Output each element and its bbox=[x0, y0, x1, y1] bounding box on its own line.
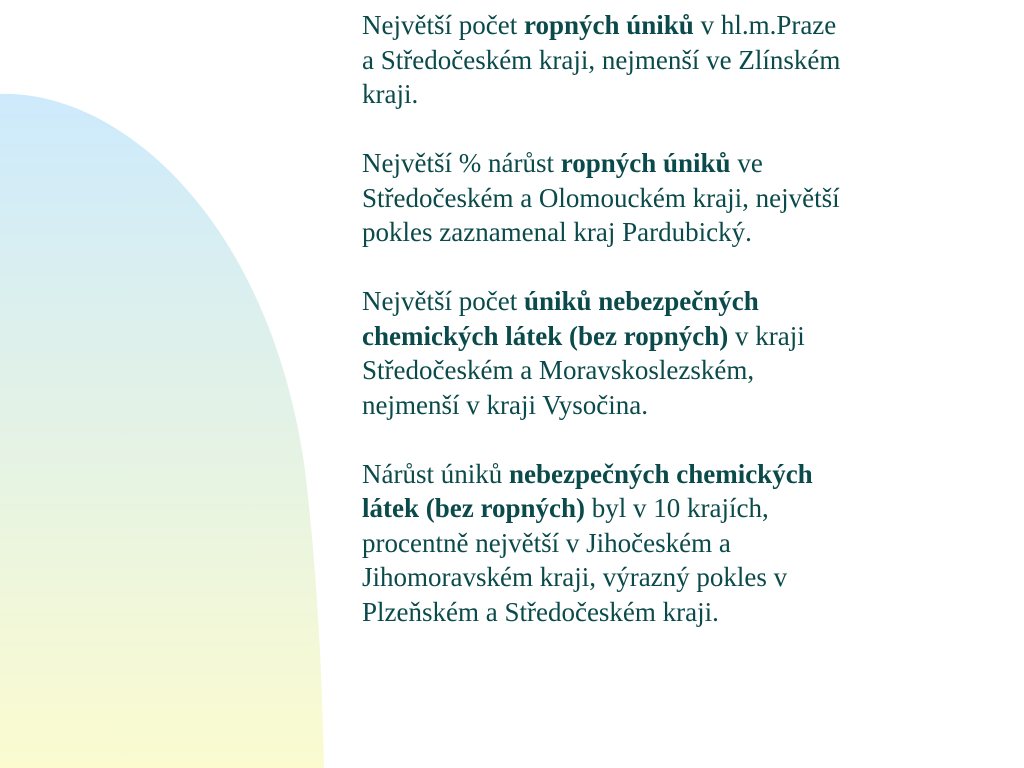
emphasis-text: látek (bez ropných) bbox=[362, 493, 585, 523]
text-run: Největší počet bbox=[362, 10, 524, 40]
text-run: Středočeském a Moravskoslezském, bbox=[362, 355, 755, 385]
text-run: v kraji bbox=[728, 320, 805, 351]
paragraph-oil-leaks-growth bbox=[362, 146, 1002, 250]
text-run: Jihomoravském kraji, výrazný pokles v bbox=[362, 562, 788, 592]
text-run: procentně největší v Jihočeském a bbox=[362, 527, 731, 558]
text-block bbox=[362, 8, 1002, 629]
text-run: a Středočeském kraji, nejmenší ve Zlínském bbox=[362, 44, 841, 75]
paragraph-oil-leaks-count bbox=[362, 8, 1002, 112]
text-run: Největší % nárůst bbox=[362, 148, 561, 178]
text-run: Plzeňském a Středočeském kraji. bbox=[362, 596, 719, 627]
text-run: Nárůst úniků bbox=[362, 458, 509, 489]
arch-shape bbox=[0, 94, 324, 768]
emphasis-text: ropných úniků bbox=[523, 10, 694, 40]
text-run: byl v 10 krajích, bbox=[585, 493, 769, 523]
text-run: nejmenší v kraji Vysočina. bbox=[362, 389, 648, 420]
text-run: ve bbox=[730, 148, 763, 178]
text-run: Největší počet bbox=[362, 286, 524, 316]
emphasis-text: nebezpečných chemických bbox=[508, 458, 813, 489]
text-run: pokles zaznamenal kraj Pardubický. bbox=[362, 217, 752, 247]
paragraph-chemical-leaks-growth bbox=[362, 457, 1002, 630]
emphasis-text: ropných úniků bbox=[560, 148, 731, 178]
emphasis-text: úniků nebezpečných bbox=[523, 286, 759, 316]
emphasis-text: chemických látek (bez ropných) bbox=[362, 320, 729, 351]
text-run: Středočeském a Olomouckém kraji, největší bbox=[362, 182, 840, 213]
text-run: kraji. bbox=[362, 79, 419, 109]
text-run: v hl.m.Praze bbox=[693, 10, 837, 40]
paragraph-chemical-leaks-count bbox=[362, 284, 1002, 422]
